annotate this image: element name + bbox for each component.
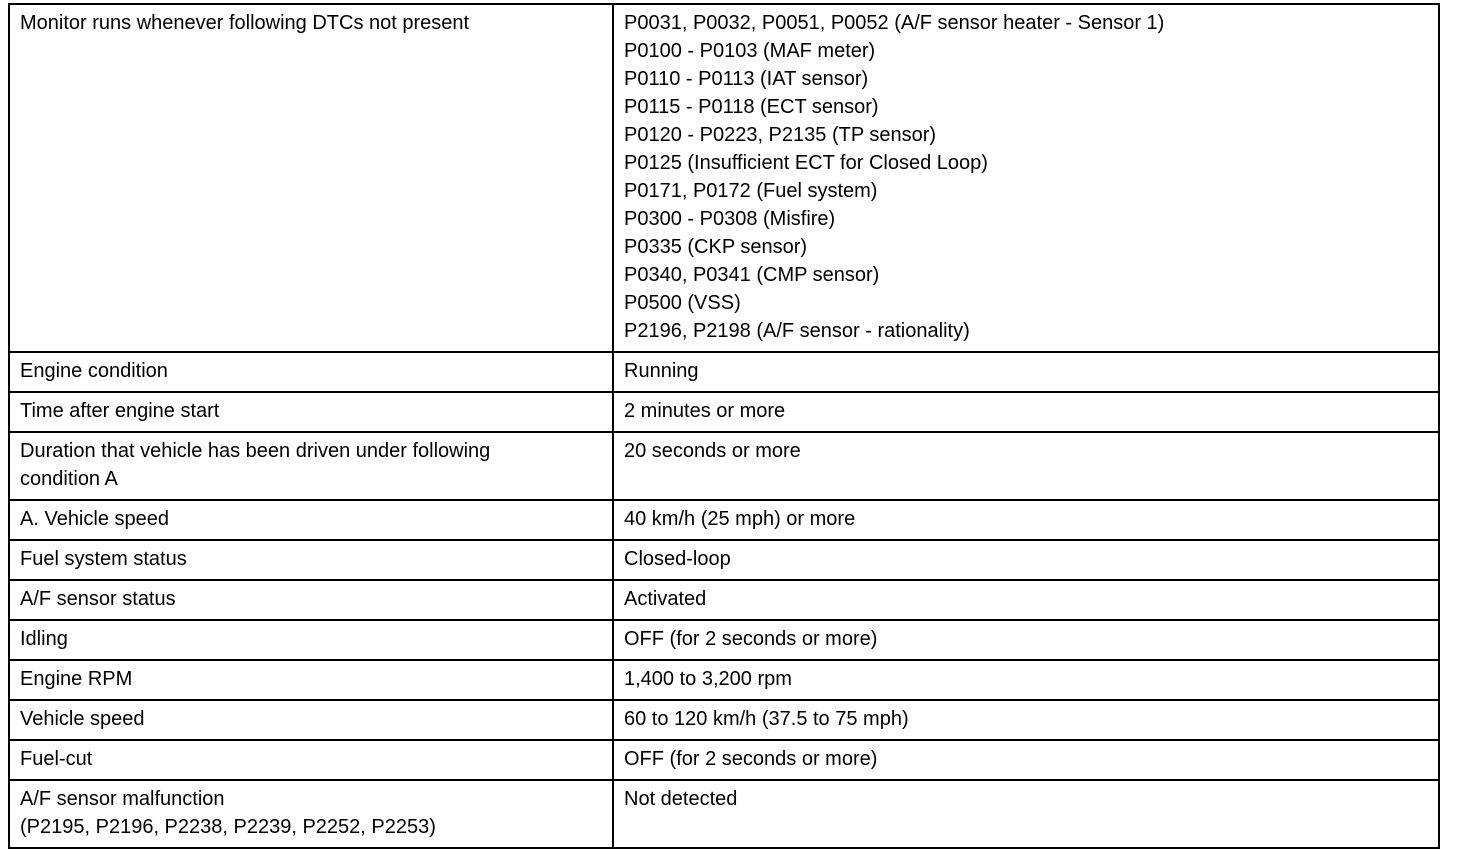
condition-value-cell: [613, 4, 1439, 352]
condition-label-text: Duration that vehicle has been driven under following: [20, 440, 491, 462]
condition-label-cell: [9, 352, 613, 392]
condition-value-text: P2196, P2198 (A/F sensor - rationality): [624, 320, 970, 342]
condition-label-text: Time after engine start: [20, 400, 220, 422]
condition-label-cell: [9, 660, 613, 700]
condition-value-cell: [613, 740, 1439, 780]
conditions-table: [8, 3, 1440, 849]
condition-value-text: P0125 (Insufficient ECT for Closed Loop): [624, 152, 988, 174]
condition-label-cell: [9, 780, 613, 848]
condition-label-text: A/F sensor status: [20, 588, 176, 610]
table-row: [9, 660, 1439, 700]
table-row: [9, 700, 1439, 740]
condition-label-text: Idling: [20, 628, 68, 650]
condition-label-text: Engine RPM: [20, 668, 133, 690]
condition-label-cell: [9, 392, 613, 432]
condition-label-cell: [9, 620, 613, 660]
table-row: [9, 580, 1439, 620]
condition-value-cell: [613, 700, 1439, 740]
condition-value-text: Running: [624, 360, 699, 382]
table-row: [9, 500, 1439, 540]
condition-label-text: Fuel system status: [20, 548, 187, 570]
condition-label-text: A. Vehicle speed: [20, 508, 169, 530]
condition-value-text: OFF (for 2 seconds or more): [624, 628, 878, 650]
condition-label-text: Vehicle speed: [20, 708, 145, 730]
condition-value-text: Closed-loop: [624, 548, 731, 570]
condition-label-cell: [9, 500, 613, 540]
table-row: [9, 4, 1439, 352]
condition-value-text: 1,400 to 3,200 rpm: [624, 668, 792, 690]
condition-value-text: P0115 - P0118 (ECT sensor): [624, 96, 879, 118]
condition-value-text: Not detected: [624, 788, 738, 810]
condition-value-cell: [613, 432, 1439, 500]
condition-label-text: A/F sensor malfunction: [20, 788, 225, 810]
table-row: [9, 352, 1439, 392]
condition-value-cell: [613, 580, 1439, 620]
condition-label-text: Fuel-cut: [20, 748, 93, 770]
condition-value-text: P0110 - P0113 (IAT sensor): [624, 68, 869, 90]
condition-label-text: Monitor runs whenever following DTCs not present: [20, 12, 470, 34]
condition-label-text: (P2195, P2196, P2238, P2239, P2252, P2253): [20, 816, 436, 838]
table-row: [9, 740, 1439, 780]
condition-label-cell: [9, 700, 613, 740]
condition-value-cell: [613, 392, 1439, 432]
condition-value-text: P0335 (CKP sensor): [624, 236, 808, 258]
condition-value-text: 40 km/h (25 mph) or more: [624, 508, 856, 530]
condition-value-text: 20 seconds or more: [624, 440, 801, 462]
condition-value-text: OFF (for 2 seconds or more): [624, 748, 878, 770]
condition-label-cell: [9, 432, 613, 500]
condition-value-cell: [613, 780, 1439, 848]
condition-label-cell: [9, 4, 613, 352]
condition-value-text: P0300 - P0308 (Misfire): [624, 208, 836, 230]
condition-label-cell: [9, 740, 613, 780]
condition-value-cell: [613, 660, 1439, 700]
condition-label-cell: [9, 540, 613, 580]
table-row: [9, 780, 1439, 848]
condition-value-text: P0500 (VSS): [624, 292, 741, 314]
condition-value-cell: [613, 352, 1439, 392]
condition-value-text: P0031, P0032, P0051, P0052 (A/F sensor heater - Sensor 1): [624, 12, 1165, 34]
condition-value-text: P0340, P0341 (CMP sensor): [624, 264, 880, 286]
condition-value-text: Activated: [624, 588, 707, 610]
table-row: [9, 392, 1439, 432]
table-row: [9, 432, 1439, 500]
condition-value-text: 60 to 120 km/h (37.5 to 75 mph): [624, 708, 909, 730]
condition-value-cell: [613, 540, 1439, 580]
condition-value-cell: [613, 620, 1439, 660]
condition-label-text: Engine condition: [20, 360, 168, 382]
condition-label-cell: [9, 580, 613, 620]
condition-label-text: condition A: [20, 468, 118, 490]
condition-value-text: P0120 - P0223, P2135 (TP sensor): [624, 124, 937, 146]
condition-value-text: P0171, P0172 (Fuel system): [624, 180, 878, 202]
condition-value-cell: [613, 500, 1439, 540]
table-row: [9, 540, 1439, 580]
condition-value-text: 2 minutes or more: [624, 400, 786, 422]
table-row: [9, 620, 1439, 660]
condition-value-text: P0100 - P0103 (MAF meter): [624, 40, 876, 62]
conditions-table-body: [9, 4, 1439, 848]
